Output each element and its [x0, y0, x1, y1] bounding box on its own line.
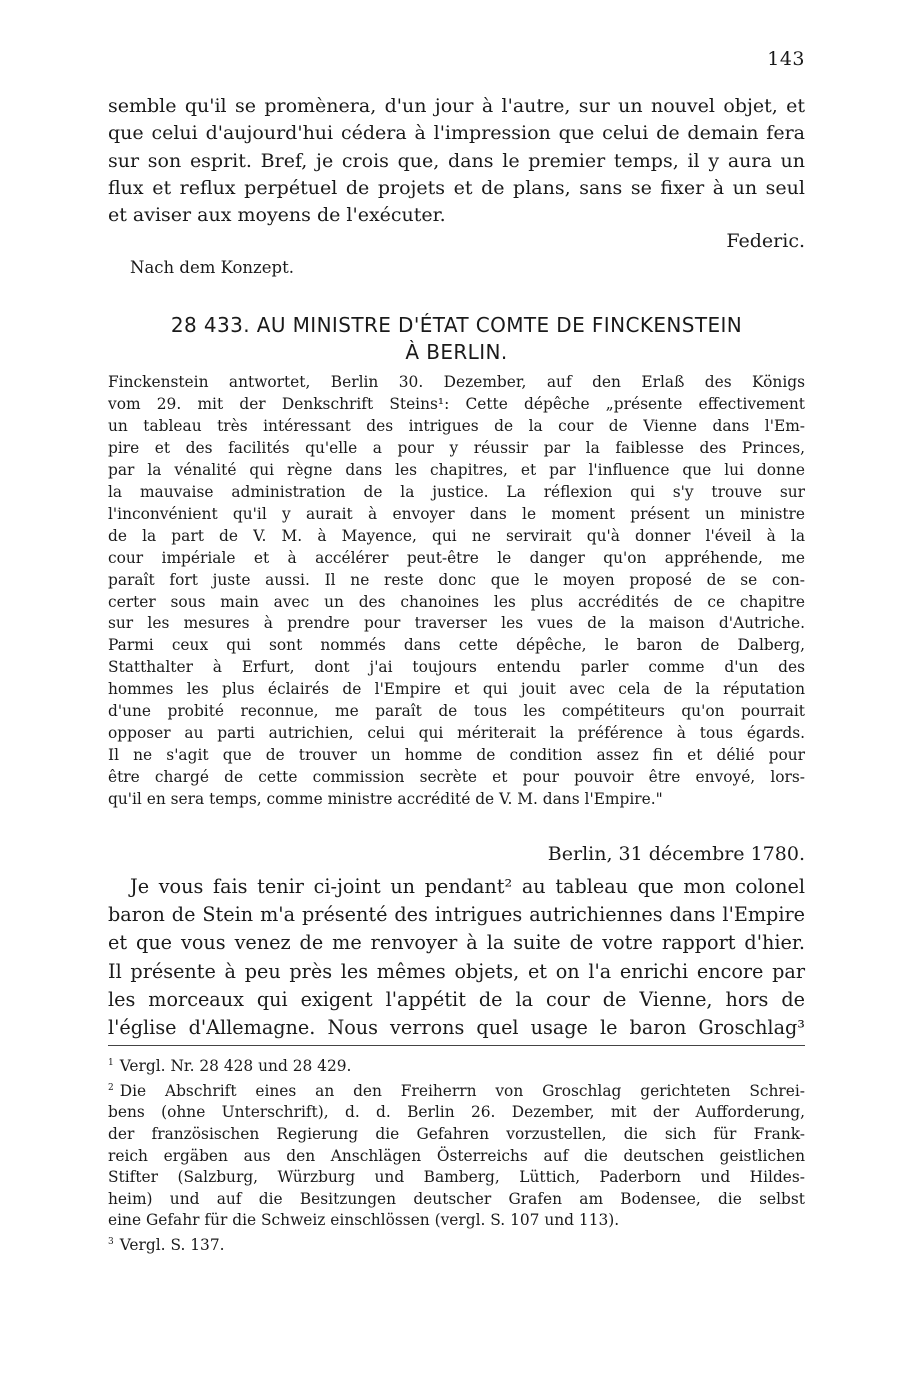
- text-line: la mauvaise administration de la justice. La réflexion qui s'y trouve sur: [108, 482, 805, 501]
- letter-body: [108, 873, 805, 1042]
- text-line: l'église d'Allemagne. Nous verrons quel usage le baron Groschlag³: [108, 1016, 805, 1040]
- text-line: semble qu'il se promènera, d'un jour à l'autre, sur un nouvel objet, et: [108, 95, 805, 117]
- footnote-1: [108, 1053, 805, 1078]
- footnote-text: Die Abschrift eines an den Freiherrn von Groschlag gerichteten Schrei-: [119, 1081, 805, 1100]
- text-line: pire et des facilités qu'elle a pour y réussir par la faiblesse des Princes,: [108, 438, 805, 457]
- text-line: hommes les plus éclairés de l'Empire et qui jouit avec cela de la réputation: [108, 680, 805, 699]
- text-line: Finckenstein antwortet, Berlin 30. Dezember, auf den Erlaß des Königs: [108, 373, 805, 391]
- footnote-text: Vergl. Nr. 28 428 und 28 429.: [119, 1057, 352, 1076]
- text-line: Il présente à peu près les mêmes objets, et on l'a enrichi encore par: [108, 959, 805, 983]
- footnote-marker: 3: [108, 1237, 114, 1247]
- text-line: que celui d'aujourd'hui cédera à l'impression que celui de demain fera: [108, 122, 805, 145]
- footnote-3: [108, 1232, 805, 1257]
- heading-line: À BERLIN.: [405, 340, 508, 364]
- text-line: Statthalter à Erfurt, dont j'ai toujours entendu parler comme d'un des: [108, 658, 805, 677]
- text-line: de la part de V. M. à Mayence, qui ne servirait qu'à donner l'éveil à la: [108, 526, 805, 545]
- dateline: Berlin, 31 décembre 1780.: [547, 843, 805, 865]
- text-line: Parmi ceux qui sont nommés dans cette dépêche, le baron de Dalberg,: [108, 636, 805, 655]
- footnote-line: eine Gefahr für die Schweiz einschlössen (vergl. S. 107 und 113).: [108, 1211, 620, 1230]
- text-line: par la vénalité qui règne dans les chapitres, et par l'influence que lui donne: [108, 460, 805, 479]
- text-line: l'inconvénient qu'il y aurait à envoyer dans le moment présent un ministre: [108, 504, 805, 523]
- footnote-marker: 1: [108, 1058, 114, 1068]
- summary-paragraph: [108, 372, 805, 811]
- page-number: 143: [767, 48, 805, 70]
- text-line: opposer au parti autrichien, celui qui mériterait la préférence à tous égards.: [108, 724, 805, 743]
- footnote-text: Vergl. S. 137.: [119, 1236, 225, 1255]
- text-line: Il ne s'agit que de trouver un homme de condition assez fin et délié pour: [108, 746, 805, 765]
- text-line: cour impériale et à accélérer peut-être le danger qu'on appréhende, me: [108, 548, 805, 567]
- footnote-line: heim) und auf die Besitzungen deutscher Grafen am Bodensee, die selbst: [108, 1189, 805, 1208]
- footnote-line: der französischen Regierung die Gefahren vorzustellen, die sich für Frank-: [108, 1125, 805, 1144]
- document-heading: [108, 312, 805, 366]
- text-line: et aviser aux moyens de l'exécuter.: [108, 204, 446, 227]
- text-line: un tableau très intéressant des intrigues de la cour de Vienne dans l'Em-: [108, 416, 805, 435]
- text-line: sur les mesures à prendre pour traverser les vues de la maison d'Autriche.: [108, 614, 805, 633]
- top-paragraph: [108, 93, 805, 229]
- footnote-line: Stifter (Salzburg, Würzburg und Bamberg, Lüttich, Paderborn und Hildes-: [108, 1168, 805, 1187]
- text-line: baron de Stein m'a présenté des intrigues autrichiennes dans l'Empire: [108, 903, 805, 927]
- heading-line: 28 433. AU MINISTRE D'ÉTAT COMTE DE FINCKENSTEIN: [170, 313, 743, 337]
- text-line: les morceaux qui exigent l'appétit de la cour de Vienne, hors de: [108, 987, 805, 1011]
- text-line: Je vous fais tenir ci-joint un pendant² au tableau que mon colonel: [130, 875, 805, 898]
- text-line: flux et reflux perpétuel de projets et de plans, sans se fixer à un seul: [108, 176, 805, 199]
- text-line: vom 29. mit der Denkschrift Steins¹: Cette dépêche „présente effectivement: [108, 394, 805, 413]
- footnotes: [108, 1053, 805, 1257]
- footnote-2: [108, 1078, 805, 1103]
- text-line: qu'il en sera temps, comme ministre accrédité de V. M. dans l'Empire.": [108, 790, 663, 809]
- text-line: certer sous main avec un des chanoines les plus accrédités de ce chapitre: [108, 592, 805, 611]
- signature: Federic.: [726, 230, 805, 252]
- source-note: Nach dem Konzept.: [130, 258, 294, 277]
- text-line: paraît fort juste aussi. Il ne reste donc que le moyen proposé de se con-: [108, 570, 805, 589]
- footnote-line: reich ergäben aus den Anschlägen Österreichs auf die deutschen geistlichen: [108, 1146, 805, 1165]
- footnote-line: bens (ohne Unterschrift), d. d. Berlin 26. Dezember, mit der Aufforderung,: [108, 1103, 805, 1122]
- text-line: d'une probité reconnue, me paraît de tous les compétiteurs qu'on pourrait: [108, 702, 805, 721]
- text-line: être chargé de cette commission secrète et pour pouvoir être envoyé, lors-: [108, 768, 805, 787]
- footnote-rule: [108, 1045, 805, 1046]
- text-line: et que vous venez de me renvoyer à la suite de votre rapport d'hier.: [108, 931, 805, 955]
- footnote-marker: 2: [108, 1082, 114, 1093]
- text-line: sur son esprit. Bref, je crois que, dans le premier temps, il y aura un: [108, 149, 805, 172]
